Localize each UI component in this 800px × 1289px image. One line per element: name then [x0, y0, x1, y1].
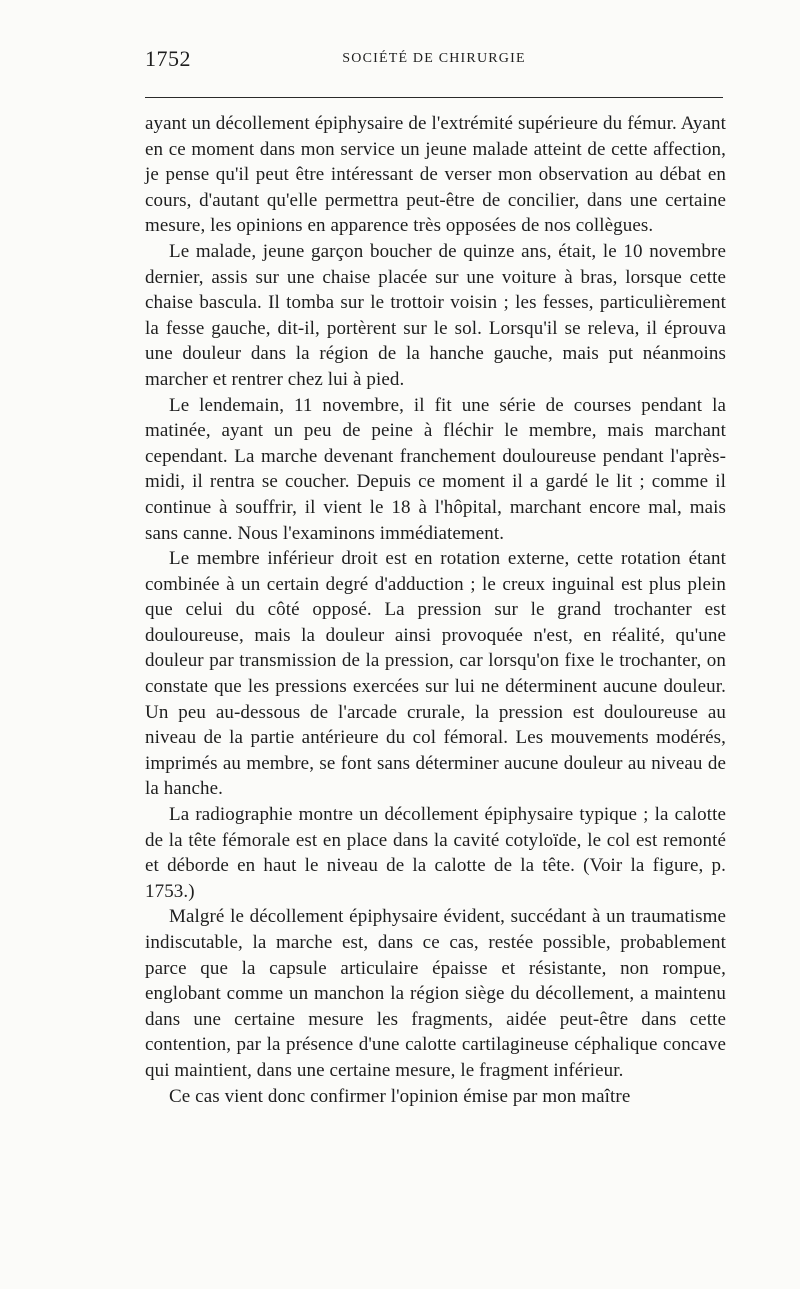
paragraph-4: Le membre inférieur droit est en rotation externe, cette rotation étant combinée à un certain degré d'adduction ; le creux inguinal est plus plein que celui du côté opposé. La pression sur le grand trochanter est douloureuse, mais la douleur ainsi provoquée n'est, en réalité, qu'une douleur par transmission de la pression, car lorsqu'on fixe le trochanter, on constate que les pressions exercées sur lui ne déterminent aucune douleur. Un peu au-dessous de l'arcade crurale, la pression est douloureuse au niveau de la partie antérieure du col fémoral. Les mouvements modérés, imprimés au membre, se font sans déterminer aucune douleur au niveau de la hanche. — [145, 548, 726, 800]
paragraph-7: Ce cas vient donc confirmer l'opinion émise par mon maître — [169, 1085, 631, 1107]
page-header — [145, 46, 723, 86]
header-rule — [145, 97, 723, 98]
paragraph-6: Malgré le décollement épiphysaire évident, succédant à un traumatisme indiscutable, la marche est, dans ce cas, restée possible, probablement parce que la capsule articulaire épaisse et résistante, non rompue, englobant comme un manchon la région siège du décollement, a maintenu dans une certaine mesure les fragments, aidée peut-être dans cette contention, par la présence d'une calotte cartilagineuse céphalique concave qui maintient, dans une certaine mesure, le fragment inférieur. — [145, 906, 726, 1081]
article-body — [145, 111, 726, 1109]
paragraph-1: ayant un décollement épiphysaire de l'extrémité supérieure du fémur. Ayant en ce moment dans mon service un jeune malade atteint de cette affection, je pense qu'il peut être intéressant de verser mon observation au débat en cours, d'autant qu'elle permettra peut-être de concilier, dans une certaine mesure, les opinions en apparence très opposées de nos collègues. — [145, 113, 726, 237]
running-title: SOCIÉTÉ DE CHIRURGIE — [342, 51, 526, 66]
paragraph-5: La radiographie montre un décollement épiphysaire typique ; la calotte de la tête fémorale est en place dans la cavité cotyloïde, le col est remonté et déborde en haut le niveau de la calotte de la tête. (Voir la figure, p. 1753.) — [145, 804, 726, 902]
page-number: 1752 — [145, 46, 191, 71]
paragraph-2: Le malade, jeune garçon boucher de quinze ans, était, le 10 novembre dernier, assis sur une chaise placée sur une voiture à bras, lorsque cette chaise bascula. Il tomba sur le trottoir voisin ; les fesses, particulièrement la fesse gauche, dit-il, portèrent sur le sol. Lorsqu'il se releva, il éprouva une douleur dans la région de la hanche gauche, mais put néanmoins marcher et rentrer chez lui à pied. — [145, 240, 726, 390]
paragraph-3: Le lendemain, 11 novembre, il fit une série de courses pendant la matinée, ayant un peu de peine à fléchir le membre, mais marchant cependant. La marche devenant franchement douloureuse pendant l'après-midi, il rentra se coucher. Depuis ce moment il a gardé le lit ; comme il continue à souffrir, il vient le 18 à l'hôpital, marchant encore mal, mais sans canne. Nous l'examinons immédiatement. — [145, 394, 726, 544]
